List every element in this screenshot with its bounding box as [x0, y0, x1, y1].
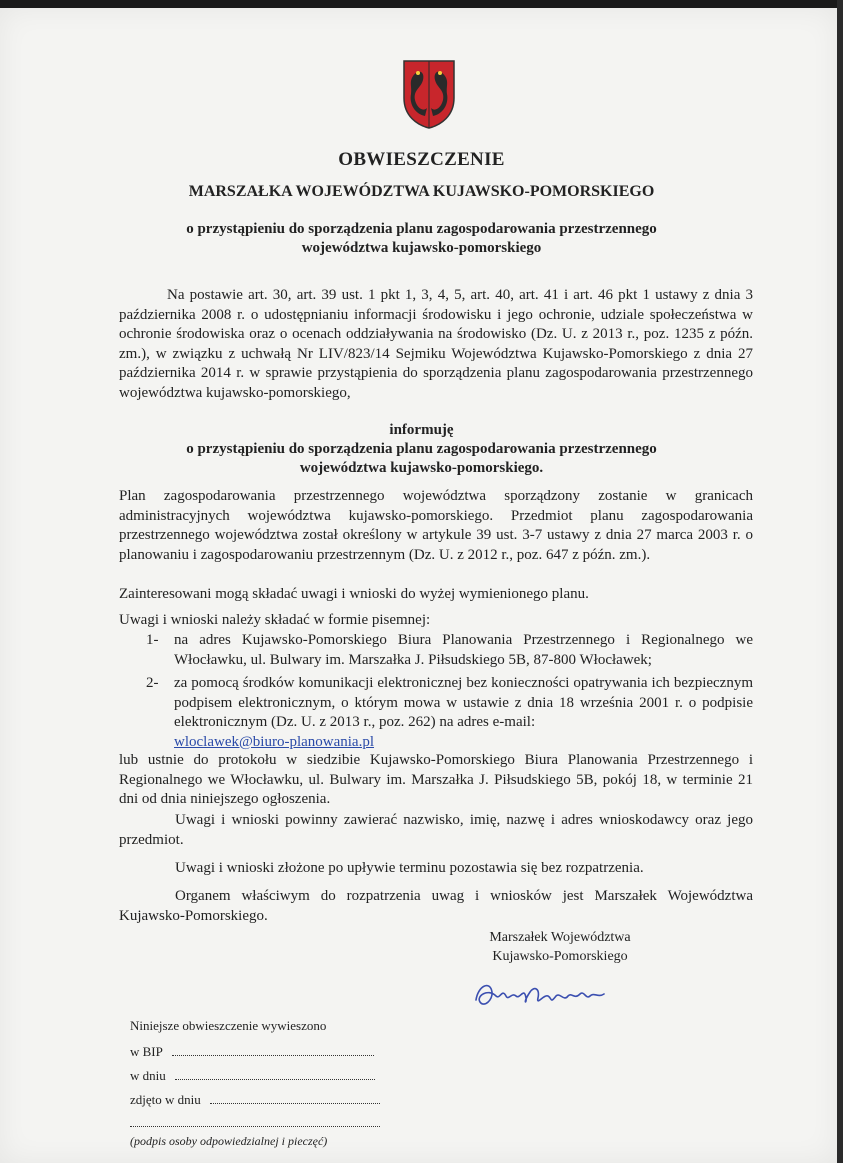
date-line — [130, 1067, 375, 1084]
signature-caption: (podpis osoby odpowiedzialnej i pieczęć) — [130, 1134, 328, 1148]
list-item-number: 2- — [146, 675, 159, 691]
document-issuer: MARSZAŁKA WOJEWÓDZTWA KUJAWSKO-POMORSKIEGO — [188, 183, 655, 200]
deadline-paragraph: Uwagi i wnioski złożone po upływie terminu pozostawia się bez rozpatrzenia. — [175, 860, 644, 876]
bip-field — [172, 1043, 374, 1056]
inform-line-2: województwa kujawsko-pomorskiego. — [299, 460, 544, 476]
document-subject — [0, 220, 843, 258]
authority-paragraph: Organem właściwym do rozpatrzenia uwag i wniosków jest Marszałek Województwa Kujawsko-Pomorskiego. — [119, 888, 753, 924]
posting-note: Niniejsze obwieszczenie wywieszono — [130, 1018, 327, 1033]
submission-form-paragraph: Uwagi i wnioski należy składać w formie pisemnej: — [119, 612, 431, 628]
removed-field — [210, 1091, 380, 1104]
list-item — [146, 631, 753, 670]
list-item-number: 1- — [146, 632, 159, 648]
inform-line-1: o przystąpieniu do sporządzenia planu zagospodarowania przestrzennego — [186, 441, 657, 457]
interested-paragraph: Zainteresowani mogą składać uwagi i wnioski do wyżej wymienionego planu. — [119, 586, 589, 602]
removed-line — [130, 1091, 380, 1108]
signatory-region: Kujawsko-Pomorskiego — [492, 949, 628, 964]
signature-field — [130, 1114, 380, 1127]
intro-paragraph: Na postawie art. 30, art. 39 ust. 1 pkt 1, 3, 4, 5, art. 40, art. 41 i art. 46 pkt 1 ustawy z dnia 3 października 2008 r. o udostępnianiu informacji środowisku i jego ochronie, udziale społeczeństwa w ochronie środowiska oraz o ocenach oddziaływania na środowisko (Dz. U. z 2013 r., poz. 1235 z późn. zm.), w związku z uchwałą Nr LIV/823/14 Sejmiku Województwa Kujawsko-Pomorskiego z dnia 27 października 2014 r. w sprawie przystąpienia do sporządzenia planu zagospodarowania przestrzennego województwa kujawsko-pomorskiego, — [119, 287, 753, 401]
list-item-text: na adres Kujawsko-Pomorskiego Biura Planowania Przestrzennego i Regionalnego we Włocławku, ul. Bulwary im. Marszałka J. Piłsudskiego 5B, 87-800 Włocławek; — [174, 632, 753, 668]
removed-label: zdjęto w dniu — [130, 1092, 201, 1107]
document-sheet — [0, 8, 837, 1163]
date-field — [175, 1067, 375, 1080]
inform-word: informuję — [389, 422, 454, 438]
email-link[interactable]: wloclawek@biuro-planowania.pl — [174, 733, 375, 750]
oral-submission-paragraph: lub ustnie do protokołu w siedzibie Kujawsko-Pomorskiego Biura Planowania Przestrzennego i Regionalnego we Włocławku, ul. Bulwary im. Marszałka J. Piłsudskiego 5B, pokój 18, w terminie 21 dni od dnia niniejszego ogłoszenia. — [119, 752, 753, 807]
bip-label: w BIP — [130, 1044, 163, 1059]
coat-of-arms-icon — [401, 58, 457, 130]
handwritten-signature — [470, 974, 640, 1016]
subject-line-1: o przystąpieniu do sporządzenia planu zagospodarowania przestrzennego — [186, 221, 657, 237]
signature-line — [130, 1114, 380, 1131]
bip-line — [130, 1043, 374, 1060]
scan-edge — [837, 0, 843, 1163]
content-requirements-paragraph: Uwagi i wnioski powinny zawierać nazwisko, imię, nazwę i adres wnioskodawcy oraz jego przedmiot. — [119, 812, 753, 848]
date-label: w dniu — [130, 1068, 166, 1083]
list-item-text: za pomocą środków komunikacji elektronicznej bez konieczności opatrywania ich bezpiecznym podpisem elektronicznym, o którym mowa w ustawie z dnia 18 września 2001 r. o podpisie elektronicznym (Dz. U. z 2013 r., poz. 262) na adres e-mail: — [174, 675, 753, 730]
list-item — [146, 674, 753, 752]
plan-scope-paragraph: Plan zagospodarowania przestrzennego województwa sporządzony zostanie w granicach administracyjnych województwa kujawsko-pomorskiego. Przedmiot planu zagospodarowania przestrzennego województwa został określony w artykule 39 ust. 3-7 ustawy z dnia 27 marca 2003 r. o planowaniu i zagospodarowaniu przestrzennym (Dz. U. z 2012 r., poz. 647 z późn. zm.). — [119, 488, 753, 563]
list-item-body — [174, 674, 753, 752]
inform-subject — [0, 440, 843, 478]
document-title: OBWIESZCZENIE — [338, 149, 505, 170]
subject-line-2: województwa kujawsko-pomorskiego — [301, 240, 542, 256]
signatory-title: Marszałek Województwa — [489, 930, 631, 945]
